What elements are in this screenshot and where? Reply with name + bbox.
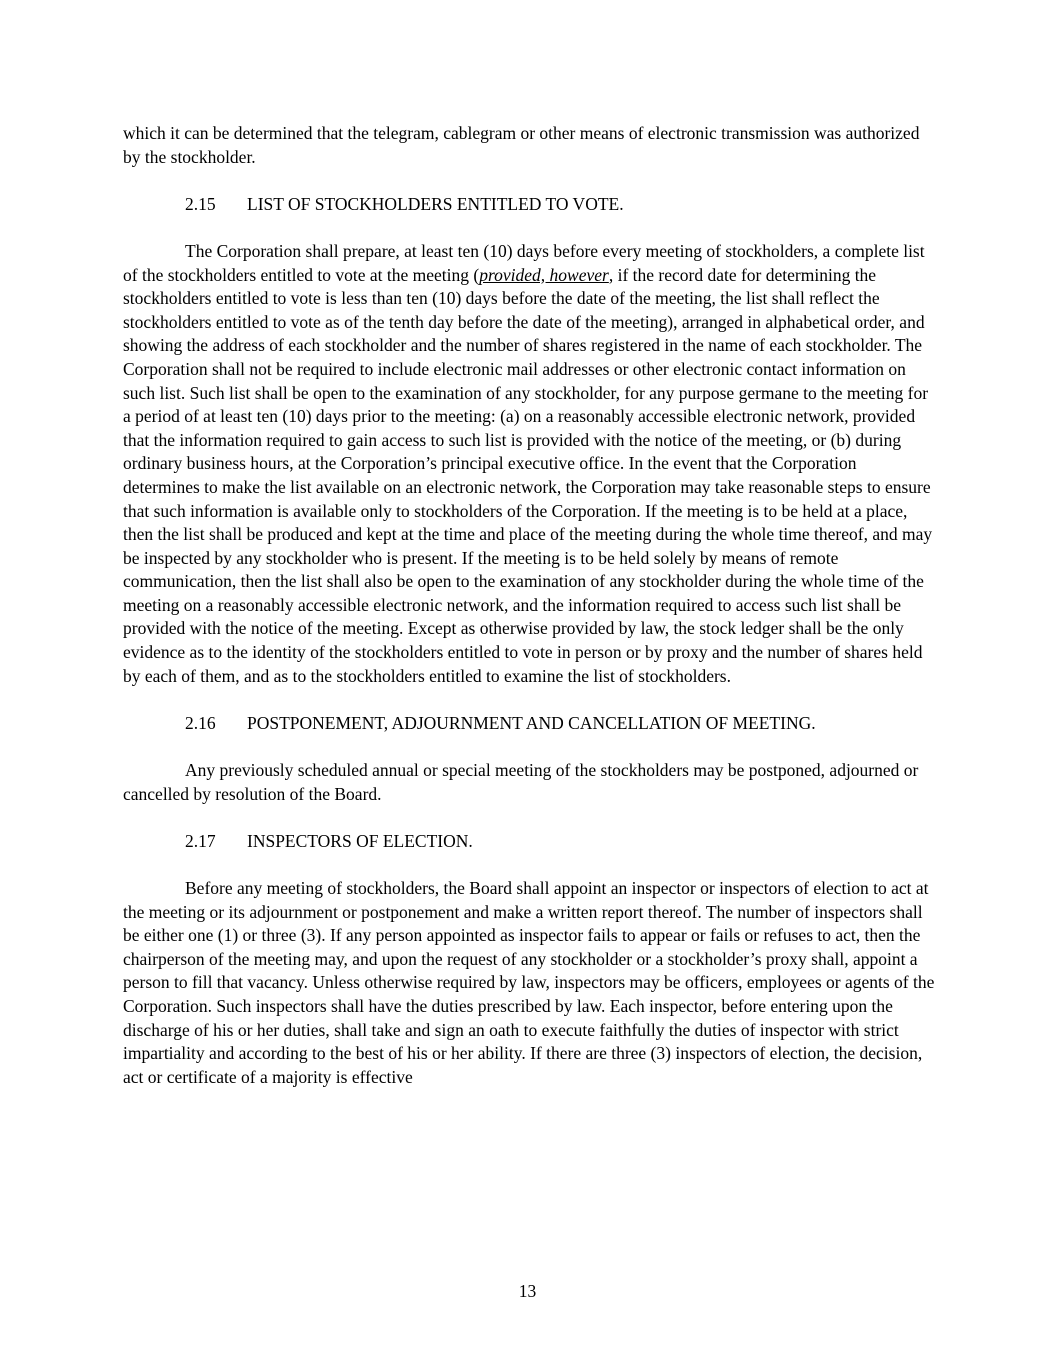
paragraph [123,877,935,1089]
text-run: The Corporation shall prepare, at least ten (10) days before every meeting of stockholders, a complete list of the stockholders entitled to vote at the meeting ( [123,240,925,285]
text-run: Before any meeting of stockholders, the Board shall appoint an inspector or inspectors of election to act at the meeting or its adjournment or postponement and make a written report thereof. The number of inspectors shall be either one (1) or three (3). If any person appointed as inspector fails to appear or fails or refuses to act, then the chairperson of the meeting may, and upon the request of any stockholder or a stockholder’s proxy shall, appoint a person to fill that vacancy. Unless otherwise required by law, inspectors may be officers, employees or agents of the Corporation. Such inspectors shall have the duties prescribed by law. Each inspector, before entering upon the discharge of his or her duties, shall take and sign an oath to execute faithfully the duties of inspector with strict impartiality and according to the best of his or her ability. If there are three (3) inspectors of election, the decision, act or certificate of a majority is effective [123,878,935,1087]
paragraph [123,759,935,806]
page-number: 13 [518,1281,537,1301]
section-number: 2.16 [185,712,216,733]
emphasized-text: provided, however [479,264,609,285]
section-heading [123,712,935,736]
text-run: which it can be determined that the telegram, cablegram or other means of electronic transmission was authorized by the stockholder. [123,123,920,167]
text-run: , if the record date for determining the stockholders entitled to vote is less than ten (10) days before the date of the meeting, the list shall reflect the stockholders entitled to vote as of the tenth day before the date of the meeting), arranged in alphabetical order, and showing the address of each stockholder and the number of shares registered in the name of each stockholder. The Corporation shall not be required to include electronic mail addresses or other electronic contact information on such list. Such list shall be open to the examination of any stockholder, for any purpose germane to the meeting for a period of at least ten (10) days prior to the meeting: (a) on a reasonably accessible electronic network, provided that the information required to gain access to such list is provided with the notice of the meeting, or (b) during ordinary business hours, at the Corporation’s principal executive office. In the event that the Corporation determines to make the list available on an electronic network, the Corporation may take reasonable steps to ensure that such information is available only to stockholders of the Corporation. If the meeting is to be held at a place, then the list shall be produced and kept at the time and place of the meeting during the whole time thereof, and may be inspected by any stockholder who is present. If the meeting is to be held solely by means of remote communication, then the list shall also be open to the examination of any stockholder during the whole time of the meeting on a reasonably accessible electronic network, and the information required to access such list shall be provided with the notice of the meeting. Except as otherwise provided by law, the stock ledger shall be the only evidence as to the identity of the stockholders entitled to vote in person or by proxy and the number of shares held by each of them, and as to the stockholders entitled to examine the list of stockholders. [123,264,933,686]
section-number: 2.15 [185,193,216,214]
text-run: Any previously scheduled annual or special meeting of the stockholders may be postponed, adjourned or cancelled by resolution of the Board. [123,760,919,804]
section-heading [123,193,935,217]
section-title: LIST OF STOCKHOLDERS ENTITLED TO VOTE. [247,193,624,214]
section-title: POSTPONEMENT, ADJOURNMENT AND CANCELLATION OF MEETING. [247,712,816,733]
section-heading [123,830,935,854]
paragraph [123,122,935,169]
section-title: INSPECTORS OF ELECTION. [247,830,473,851]
document-content [123,122,935,1113]
section-number: 2.17 [185,830,216,851]
paragraph [123,240,935,688]
